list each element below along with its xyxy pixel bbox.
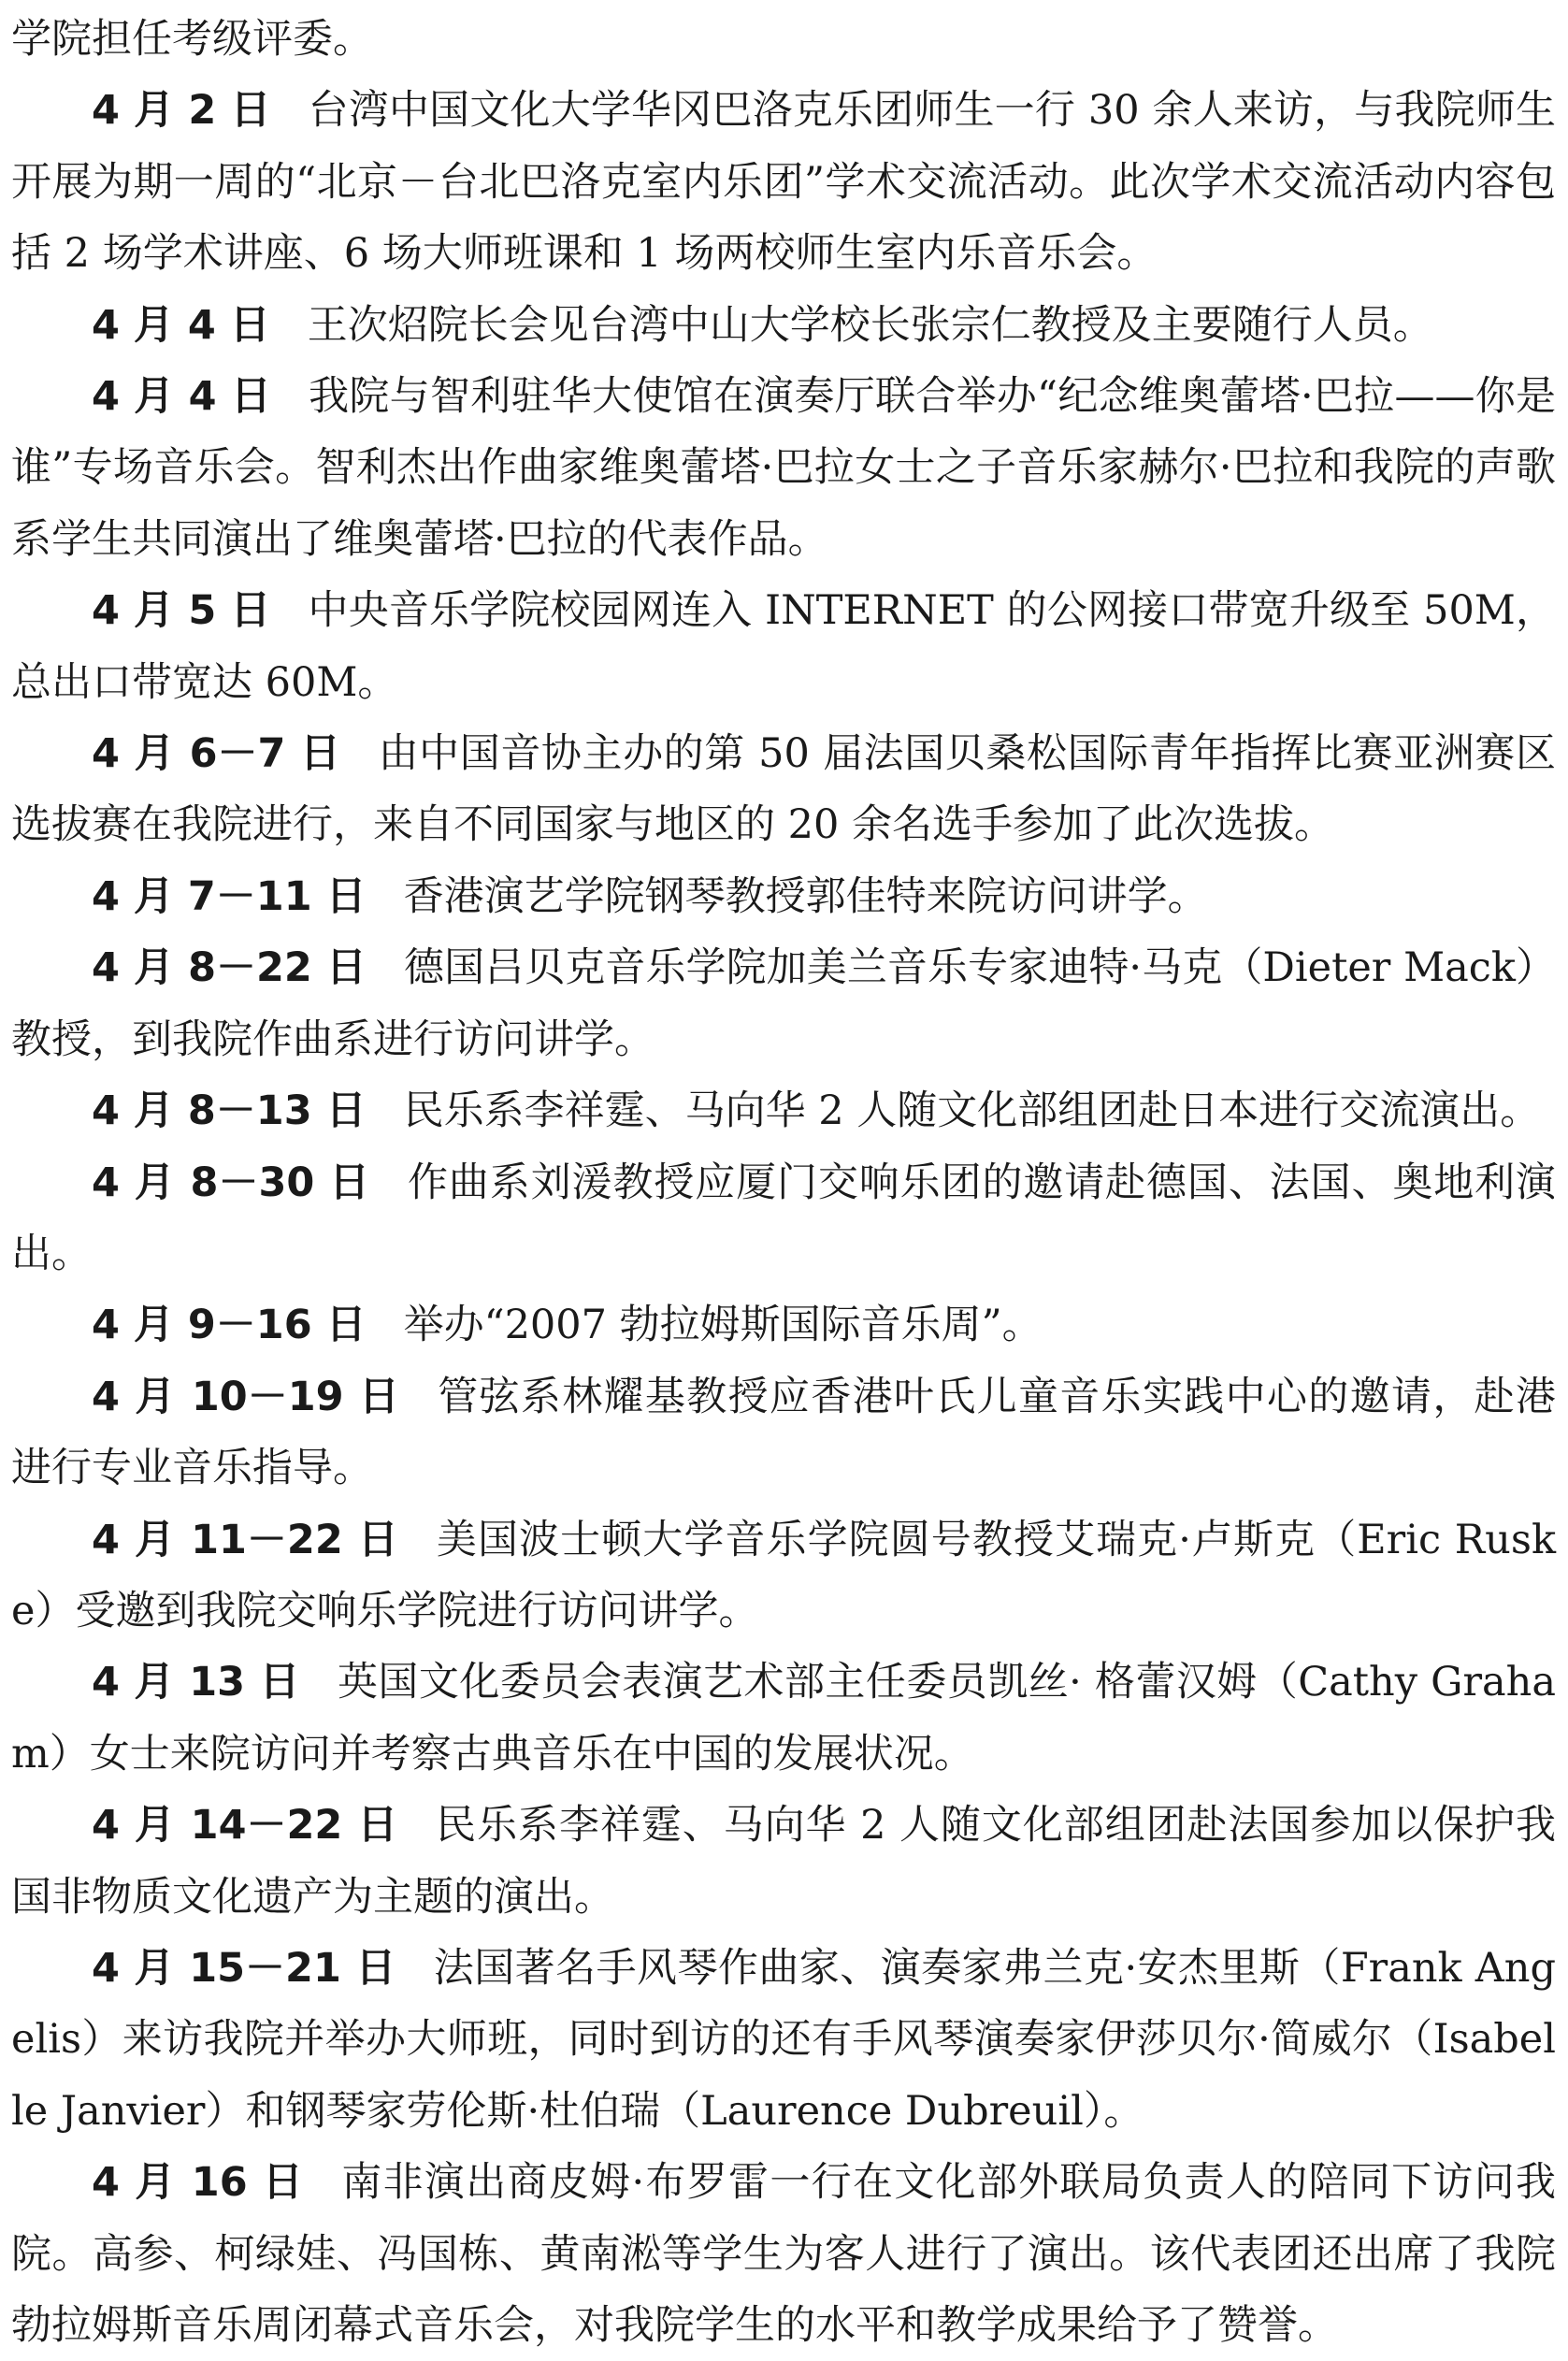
entry-text: 举办“2007 勃拉姆斯国际音乐周”。 bbox=[403, 1302, 1043, 1349]
entry-date: 4 月 16 日 bbox=[92, 2159, 305, 2207]
entry-text: 民乐系李祥霆、马向华 2 人随文化部组团赴法国参加以保护我国非物质文化遗产为主题的演出。 bbox=[11, 1802, 1556, 1921]
entry-date: 4 月 8－22 日 bbox=[92, 944, 367, 992]
chronicle-entry bbox=[11, 1289, 1556, 1360]
chronicle-entry bbox=[11, 2147, 1556, 2361]
entry-text: 美国波士顿大学音乐学院圆号教授艾瑞克·卢斯克（Eric Ruske）受邀到我院交响乐学院进行访问讲学。 bbox=[11, 1516, 1556, 1634]
chronicle-entry bbox=[11, 1361, 1556, 1504]
chronicle-entry bbox=[11, 290, 1556, 361]
entry-date: 4 月 15－21 日 bbox=[92, 1944, 396, 1992]
continuation-text: 学院担任考级评委。 bbox=[11, 16, 373, 63]
chronicle-entry bbox=[11, 1933, 1556, 2147]
entry-text: 中央音乐学院校园网连入 INTERNET 的公网接口带宽升级至 50M，总出口带宽达 60M。 bbox=[11, 587, 1556, 706]
chronicle-entry bbox=[11, 1790, 1556, 1933]
chronicle-entry bbox=[11, 932, 1556, 1075]
entry-date: 4 月 13 日 bbox=[92, 1659, 300, 1706]
entry-text: 民乐系李祥霆、马向华 2 人随文化部组团赴日本进行交流演出。 bbox=[403, 1087, 1541, 1135]
chronicle-entry bbox=[11, 575, 1556, 718]
entry-text: 南非演出商皮姆·布罗雷一行在文化部外联局负责人的陪同下访问我院。高参、柯绿娃、冯国栋、黄南淞等学生为客人进行了演出。该代表团还出席了我院勃拉姆斯音乐周闭幕式音乐会，对我院学生的水平和教学成果给予了赞誉。 bbox=[11, 2159, 1557, 2349]
entry-text: 王次炤院长会见台湾中山大学校长张宗仁教授及主要随行人员。 bbox=[307, 301, 1433, 349]
entry-date: 4 月 8－13 日 bbox=[92, 1087, 367, 1135]
chronicle-entry bbox=[11, 75, 1556, 289]
continuation-paragraph bbox=[11, 4, 1556, 75]
entry-date: 4 月 8－30 日 bbox=[92, 1159, 371, 1206]
entry-text: 英国文化委员会表演艺术部主任委员凯丝· 格蕾汉姆（Cathy Graham）女士来院访问并考察古典音乐在中国的发展状况。 bbox=[11, 1659, 1556, 1778]
entry-text: 法国著名手风琴作曲家、演奏家弗兰克·安杰里斯（Frank Angelis）来访我院并举办大师班，同时到访的还有手风琴演奏家伊莎贝尔·简威尔（Isabelle Janvier）和钢琴家劳伦斯·杜伯瑞（Laurence Dubreuil）。 bbox=[11, 1944, 1556, 2135]
chronicle-entry bbox=[11, 1647, 1556, 1790]
entry-text: 作曲系刘湲教授应厦门交响乐团的邀请赴德国、法国、奥地利演出。 bbox=[11, 1159, 1556, 1277]
entry-text: 管弦系林耀基教授应香港叶氏儿童音乐实践中心的邀请，赴港进行专业音乐指导。 bbox=[11, 1373, 1556, 1492]
chronicle-entry bbox=[11, 361, 1556, 575]
chronicle-entry bbox=[11, 861, 1556, 932]
entry-text: 由中国音协主办的第 50 届法国贝桑松国际青年指挥比赛亚洲赛区选拔赛在我院进行，来自不同国家与地区的 20 余名选手参加了此次选拔。 bbox=[11, 730, 1556, 849]
entry-date: 4 月 7－11 日 bbox=[92, 872, 367, 920]
chronicle-entry bbox=[11, 1075, 1556, 1146]
entry-date: 4 月 4 日 bbox=[92, 301, 270, 349]
chronicle-entry bbox=[11, 1504, 1556, 1648]
entry-date: 4 月 11－22 日 bbox=[92, 1516, 399, 1563]
entry-text: 德国吕贝克音乐学院加美兰音乐专家迪特·马克（Dieter Mack）教授，到我院作曲系进行访问讲学。 bbox=[11, 944, 1556, 1063]
entry-text: 香港演艺学院钢琴教授郭佳特来院访问讲学。 bbox=[403, 872, 1208, 920]
chronicle-entry bbox=[11, 1147, 1556, 1290]
entry-date: 4 月 14－22 日 bbox=[92, 1802, 399, 1850]
entry-date: 4 月 4 日 bbox=[92, 373, 272, 421]
entry-text: 我院与智利驻华大使馆在演奏厅联合举办“纪念维奥蕾塔·巴拉——你是谁”专场音乐会。智利杰出作曲家维奥蕾塔·巴拉女士之子音乐家赫尔·巴拉和我院的声歌系学生共同演出了维奥蕾塔·巴拉的代表作品。 bbox=[11, 373, 1556, 563]
entry-date: 4 月 6－7 日 bbox=[92, 730, 341, 778]
entry-date: 4 月 9－16 日 bbox=[92, 1302, 367, 1349]
document-page bbox=[11, 4, 1556, 2361]
entry-text: 台湾中国文化大学华冈巴洛克乐团师生一行 30 余人来访，与我院师生开展为期一周的“北京－台北巴洛克室内乐团”学术交流活动。此次学术交流活动内容包括 2 场学术讲座、6 场大师班课和 1 场两校师生室内乐音乐会。 bbox=[11, 87, 1556, 278]
entry-date: 4 月 10－19 日 bbox=[92, 1373, 401, 1420]
entry-date: 4 月 5 日 bbox=[92, 587, 271, 635]
entry-date: 4 月 2 日 bbox=[92, 87, 271, 135]
chronicle-entry bbox=[11, 718, 1556, 861]
